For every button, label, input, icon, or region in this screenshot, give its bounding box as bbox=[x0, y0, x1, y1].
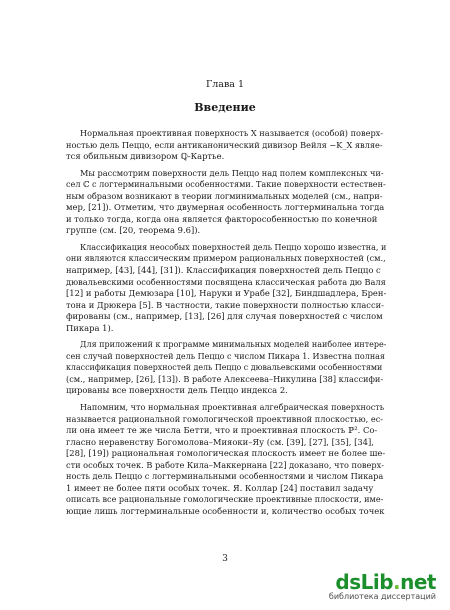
text-line: Напомним, что нормальная проективная алгебраическая поверхность bbox=[80, 402, 385, 413]
text-line: 1 имеет не более пяти особых точек. Я. Коллар [24] поставил задачу bbox=[66, 482, 374, 493]
text-line: сти особых точек. В работе Кила–Маккернана [22] доказано, что поверх- bbox=[66, 459, 384, 470]
text-line: и только тогда, когда она является факторособенностью по конечной bbox=[66, 213, 378, 224]
text-line: ность дель Пеццо с логтерминальными особенностями и числом Пикара bbox=[66, 471, 384, 482]
paragraph bbox=[66, 339, 386, 397]
paragraph bbox=[66, 242, 386, 334]
text-line: сел ℂ с логтерминальными особенностями. Такие поверхности естествен- bbox=[66, 179, 386, 190]
text-line: ющие лишь логтерминальные особенности и, количество особых точек bbox=[66, 505, 385, 516]
text-line: ным образом возникают в теории логминимальных моделей (см., напри- bbox=[66, 190, 383, 201]
body-text bbox=[66, 128, 386, 518]
text-line: дювальевскими особенностями посвящена классическая работа дю Валя bbox=[66, 276, 386, 287]
text-line: цированы все поверхности дель Пеццо индекса 2. bbox=[66, 385, 288, 396]
chapter-label: Глава 1 bbox=[205, 79, 245, 90]
section-title: Введение bbox=[194, 101, 256, 114]
text-line: группе (см. [20, теорема 9.6]). bbox=[66, 225, 201, 236]
watermark-brand-tld: net bbox=[400, 570, 436, 594]
text-line: Для приложений к программе минимальных моделей наиболее интере- bbox=[80, 340, 386, 350]
text-line: гласно неравенству Богомолова–Мияоки–Яу (см. [39], [27], [35], [34], bbox=[66, 436, 374, 447]
watermark-brand bbox=[335, 570, 436, 594]
text-line: тся обильным дивизором ℚ-Картье. bbox=[66, 151, 225, 162]
paragraph bbox=[66, 128, 386, 163]
text-line: фированы (см., например, [13], [26] для случая поверхностей с числом bbox=[66, 311, 383, 322]
paragraph bbox=[66, 402, 386, 517]
text-line: [12] и работы Демюзара [10], Наруки и Урабе [32], Биндшадлера, Брен- bbox=[66, 288, 386, 299]
text-line: Нормальная проективная поверхность X называется (особой) поверх- bbox=[80, 128, 384, 138]
text-line: они являются классическим примером рациональных поверхностей (см., bbox=[66, 253, 386, 264]
text-line: Пикара 1). bbox=[66, 322, 114, 333]
watermark-logo[interactable] bbox=[296, 570, 436, 600]
text-line: Классификация неособых поверхностей дель Пеццо хорошо известна, и bbox=[80, 242, 386, 252]
text-line: называется рациональной гомологической проективной плоскостью, ес- bbox=[66, 413, 384, 424]
text-line: Мы рассмотрим поверхности дель Пеццо над полем комплексных чи- bbox=[80, 167, 384, 178]
watermark-subtitle: библиотека диссертаций bbox=[328, 592, 436, 601]
text-line: сен случай поверхностей дель Пеццо с числом Пикара 1. Известна полная bbox=[66, 351, 385, 361]
text-line: [28], [19]) рациональная гомологическая плоскость имеет не более ше- bbox=[66, 448, 386, 459]
paragraph bbox=[66, 168, 386, 237]
page-number: 3 bbox=[222, 554, 228, 564]
text-line: классификация поверхностей дель Пеццо с дювальевскими особенностями bbox=[66, 363, 383, 373]
text-line: тона и Дрюкера [5]. В частности, такие поверхности полностью класси- bbox=[66, 299, 384, 310]
watermark-brand-main: dsLib bbox=[335, 570, 394, 594]
text-line: описать все рациональные гомологические проективные плоскости, име- bbox=[66, 494, 384, 505]
text-line: ностью дель Пеццо, если антиканонический дивизор Вейля −K_X являе- bbox=[66, 139, 383, 150]
text-line: ли она имеет те же числа Бетти, что и проективная плоскость ℙ². Со- bbox=[66, 425, 378, 436]
text-line: например, [43], [44], [31]). Классификация поверхностей дель Пеццо с bbox=[66, 265, 381, 276]
text-line: мер, [21]). Отметим, что двумерная особенность логтерминальна тогда bbox=[66, 202, 385, 213]
watermark-brand-dot: . bbox=[393, 570, 401, 594]
text-line: (см., например, [26], [13]). В работе Алексеева–Никулина [38] классифи- bbox=[66, 373, 384, 384]
